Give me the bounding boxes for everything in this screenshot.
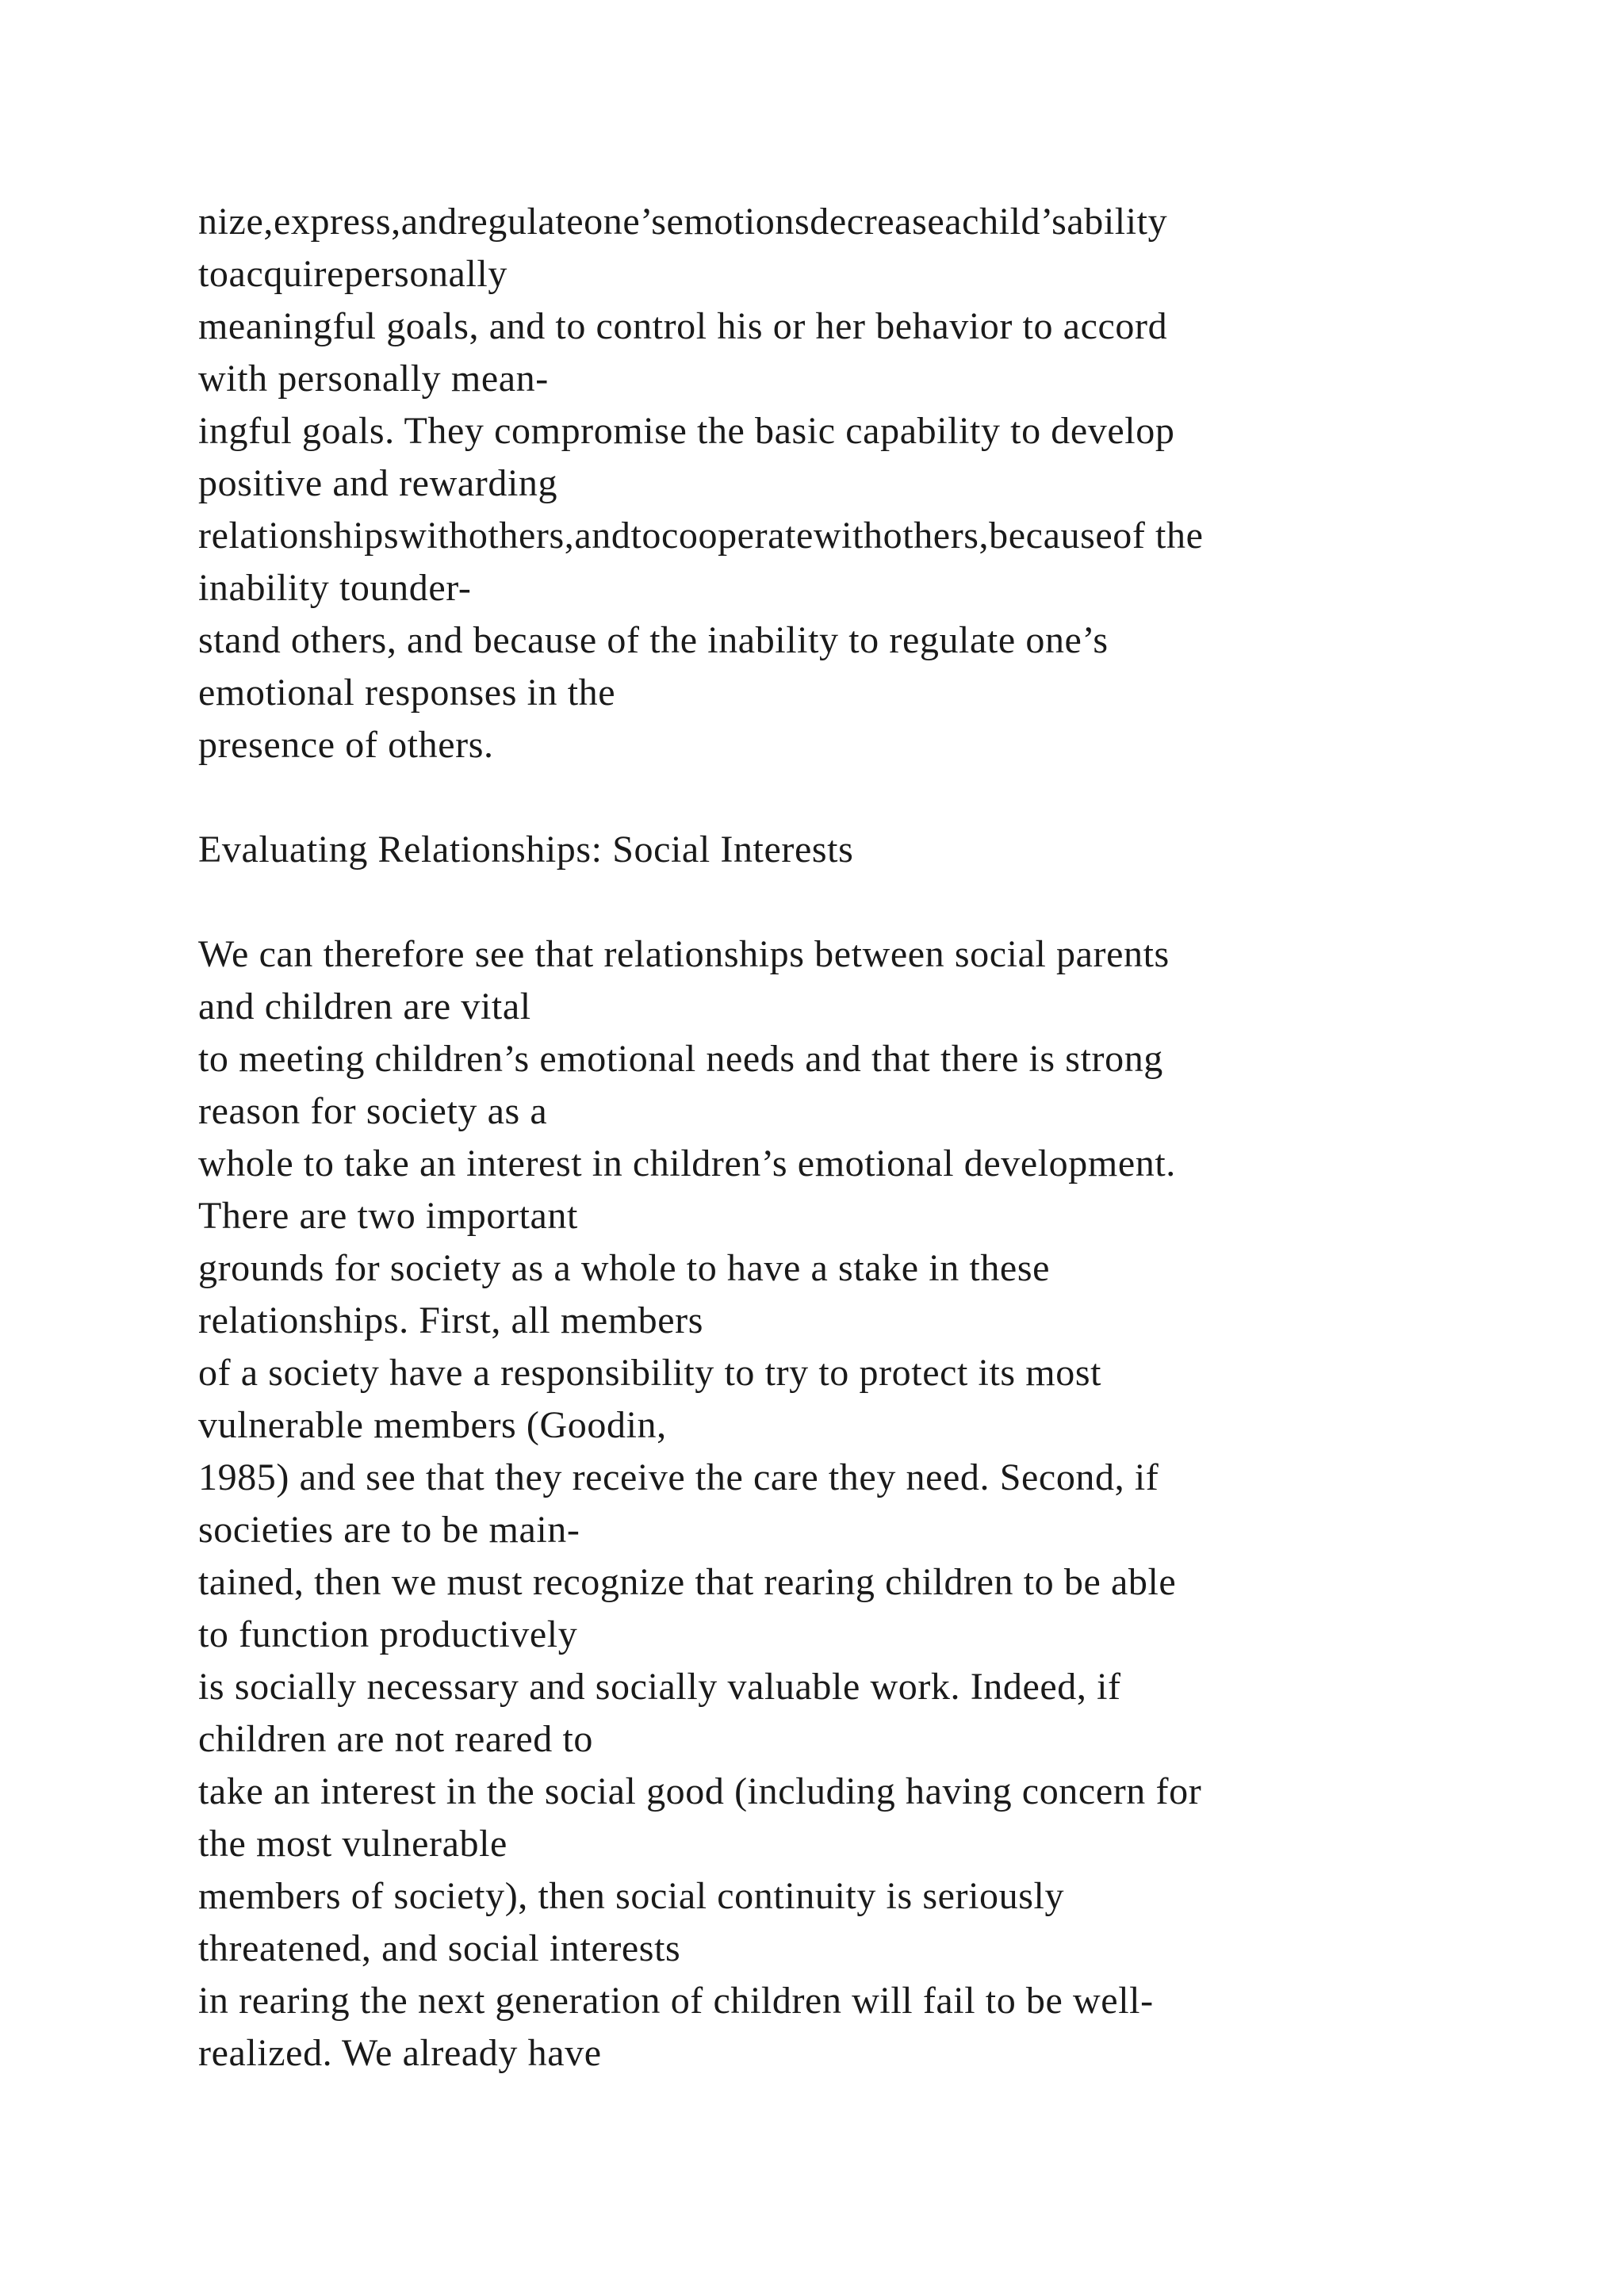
text-line: presence of others. [198, 724, 494, 766]
text-line: emotional responses in the [198, 672, 616, 714]
text-line: with personally mean- [198, 358, 549, 400]
text-line: stand others, and because of the inability to regulate one’s [198, 619, 1109, 661]
text-line: children are not reared to [198, 1718, 594, 1760]
heading-text: Evaluating Relationships: Social Interests [198, 828, 854, 871]
paragraph-emotional-regulation [198, 196, 1594, 771]
text-line: of a society have a responsibility to try to protect its most [198, 1352, 1102, 1394]
text-line: meaningful goals, and to control his or her behavior to accord [198, 305, 1168, 347]
text-line: ingful goals. They compromise the basic capability to develop [198, 410, 1175, 452]
text-line: positive and rewarding [198, 462, 558, 504]
text-line: relationships. First, all members [198, 1299, 704, 1341]
text-line: nize,express,andregulateone’semotionsdecreaseachild’sability [198, 201, 1168, 243]
text-line: threatened, and social interests [198, 1927, 681, 1969]
text-line: toacquirepersonally [198, 253, 508, 295]
text-line: and children are vital [198, 985, 531, 1027]
text-line: relationshipswithothers,andtocooperatewithothers,becauseof the [198, 515, 1204, 557]
text-line: There are two important [198, 1195, 578, 1237]
text-line: societies are to be main- [198, 1509, 580, 1551]
text-line: members of society), then social continuity is seriously [198, 1875, 1065, 1917]
text-line: is socially necessary and socially valuable work. Indeed, if [198, 1666, 1121, 1708]
paragraph-social-interests [198, 928, 1594, 2080]
text-line: 1985) and see that they receive the care they need. Second, if [198, 1456, 1159, 1498]
text-line: take an interest in the social good (including having concern for [198, 1770, 1202, 1812]
text-line: vulnerable members (Goodin, [198, 1404, 667, 1446]
text-line: in rearing the next generation of children will fail to be well- [198, 1980, 1154, 2022]
text-line: grounds for society as a whole to have a stake in these [198, 1247, 1051, 1289]
text-line: tained, then we must recognize that rearing children to be able [198, 1561, 1177, 1603]
text-line: whole to take an interest in children’s emotional development. [198, 1142, 1176, 1184]
text-line: the most vulnerable [198, 1823, 508, 1865]
text-line: to meeting children’s emotional needs and that there is strong [198, 1038, 1163, 1080]
text-line: We can therefore see that relationships between social parents [198, 933, 1170, 975]
text-line: realized. We already have [198, 2032, 602, 2074]
text-line: reason for society as a [198, 1090, 548, 1132]
text-line: inability tounder- [198, 567, 472, 609]
section-heading [198, 824, 1594, 876]
text-line: to function productively [198, 1613, 578, 1655]
